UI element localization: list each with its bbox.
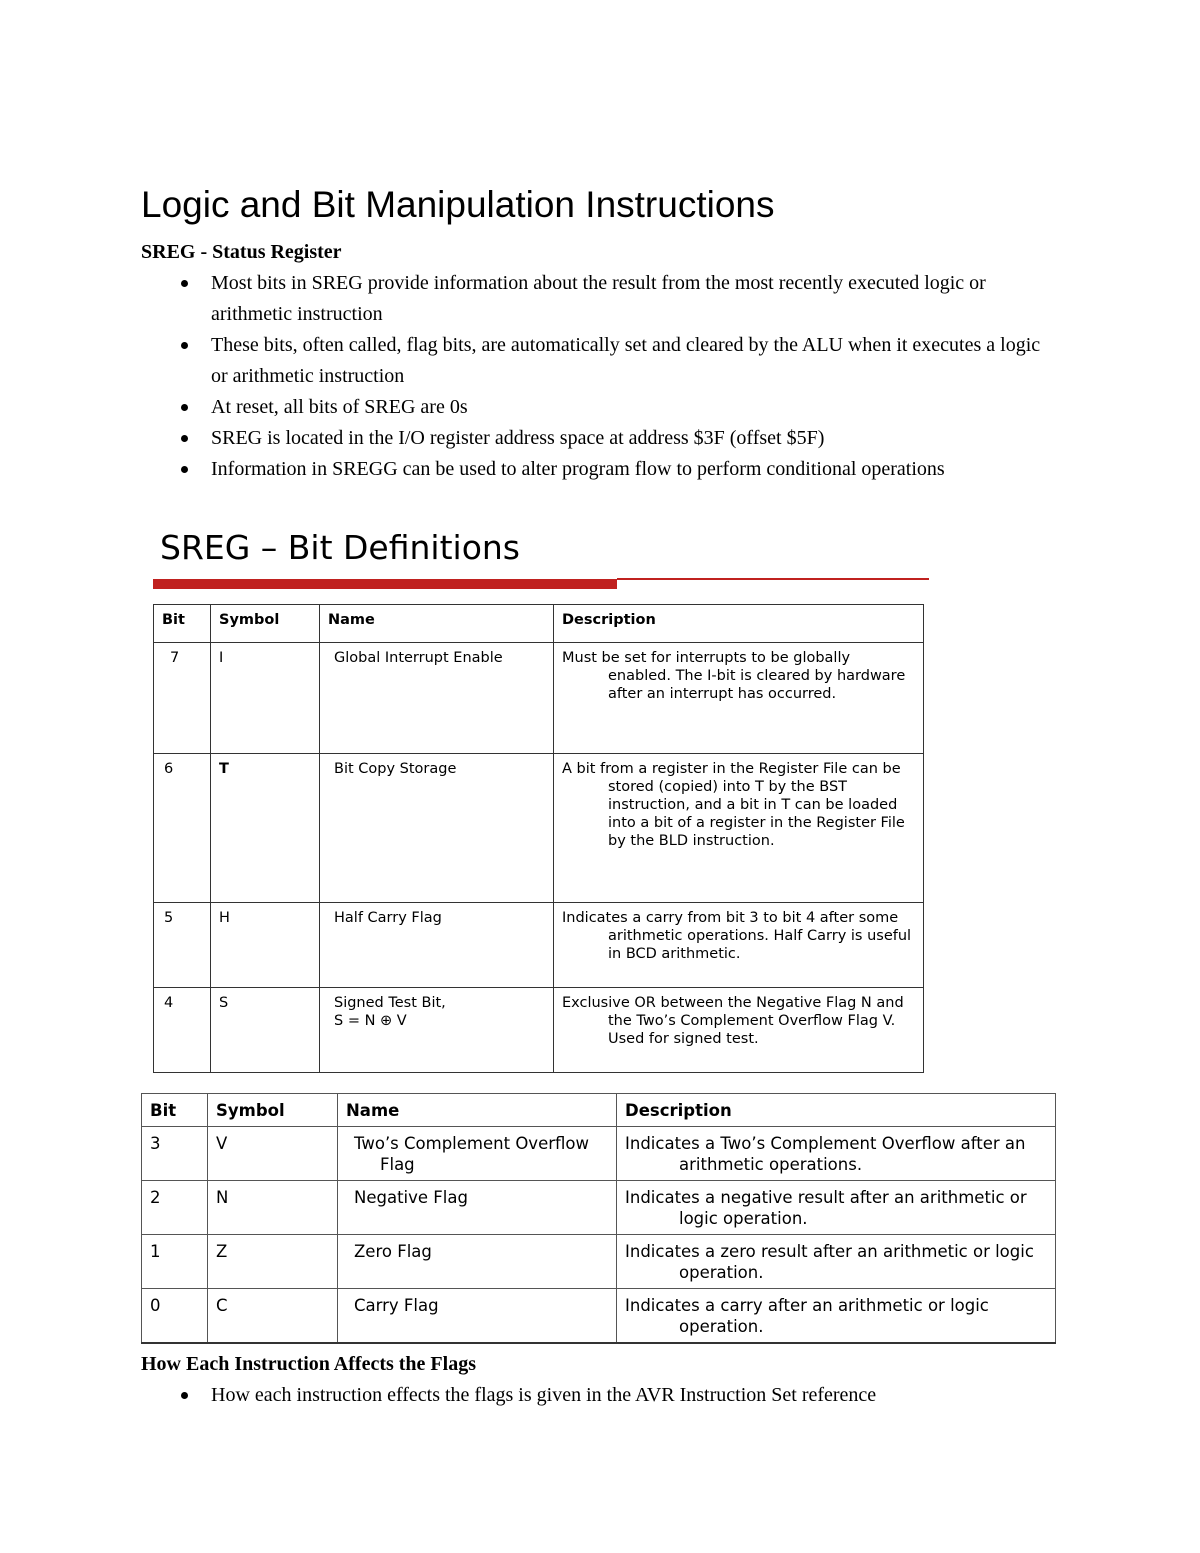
cell-bit: 7 — [154, 643, 211, 754]
cell-description: Exclusive OR between the Negative Flag N and the Two’s Complement Overflow Flag V. Used for signed test. — [554, 988, 924, 1073]
cell-symbol: T — [211, 754, 320, 903]
flags-bullet-list — [141, 1380, 1051, 1411]
bullet-item: These bits, often called, flag bits, are automatically set and cleared by the ALU when it executes a logic or arithmetic instruction — [141, 330, 1051, 392]
table-row — [142, 1289, 1056, 1344]
cell-description: Indicates a carry from bit 3 to bit 4 after some arithmetic operations. Half Carry is useful in BCD arithmetic. — [554, 903, 924, 988]
cell-symbol: Z — [208, 1235, 338, 1289]
bullet-icon — [181, 342, 188, 349]
cell-bit: 6 — [154, 754, 211, 903]
table-row — [154, 643, 924, 754]
cell-symbol: V — [208, 1127, 338, 1181]
page-title: Logic and Bit Manipulation Instructions — [141, 184, 775, 225]
cell-symbol: N — [208, 1181, 338, 1235]
cell-bit: 2 — [142, 1181, 208, 1235]
flags-section-heading: How Each Instruction Affects the Flags — [141, 1353, 476, 1375]
cell-symbol: H — [211, 903, 320, 988]
bullet-item: At reset, all bits of SREG are 0s — [141, 392, 1051, 423]
cell-description: Indicates a zero result after an arithmetic or logic operation. — [617, 1235, 1056, 1289]
header-bit: Bit — [154, 605, 211, 643]
table-row — [154, 754, 924, 903]
sreg-section-heading: SREG - Status Register — [141, 241, 342, 263]
cell-symbol: C — [208, 1289, 338, 1344]
bullet-icon — [181, 1392, 188, 1399]
header-symbol: Symbol — [211, 605, 320, 643]
bullet-icon — [181, 466, 188, 473]
cell-bit: 4 — [154, 988, 211, 1073]
table-row — [154, 988, 924, 1073]
table-row — [142, 1181, 1056, 1235]
table-header-row — [154, 605, 924, 643]
header-symbol: Symbol — [208, 1094, 338, 1127]
cell-description: Indicates a Two’s Complement Overflow after an arithmetic operations. — [617, 1127, 1056, 1181]
header-name: Name — [320, 605, 554, 643]
cell-symbol: I — [211, 643, 320, 754]
cell-bit: 5 — [154, 903, 211, 988]
cell-bit: 1 — [142, 1235, 208, 1289]
bit-definitions-title: SREG – Bit Definitions — [160, 528, 521, 567]
table-row — [142, 1127, 1056, 1181]
header-description: Description — [554, 605, 924, 643]
cell-name: Signed Test Bit, S = N ⊕ V — [320, 988, 554, 1073]
table-row — [142, 1235, 1056, 1289]
bullet-item: SREG is located in the I/O register address space at address $3F (offset $5F) — [141, 423, 1051, 454]
cell-description: Indicates a carry after an arithmetic or logic operation. — [617, 1289, 1056, 1344]
bullet-item: Information in SREGG can be used to alter program flow to perform conditional operations — [141, 454, 1051, 485]
cell-bit: 3 — [142, 1127, 208, 1181]
cell-name: Bit Copy Storage — [320, 754, 554, 903]
cell-name: Zero Flag — [338, 1235, 617, 1289]
bullet-icon — [181, 404, 188, 411]
bit-definitions-table-lower — [141, 1093, 1056, 1344]
sreg-bullet-list — [141, 268, 1051, 485]
cell-name: Two’s Complement Overflow Flag — [338, 1127, 617, 1181]
cell-name: Half Carry Flag — [320, 903, 554, 988]
cell-bit: 0 — [142, 1289, 208, 1344]
title-underline-thin — [617, 578, 929, 580]
cell-description: A bit from a register in the Register File can be stored (copied) into T by the BST instruction, and a bit in T can be loaded into a bit of a register in the Register File by the BLD instruction. — [554, 754, 924, 903]
cell-description: Must be set for interrupts to be globally enabled. The I-bit is cleared by hardware after an interrupt has occurred. — [554, 643, 924, 754]
cell-name: Global Interrupt Enable — [320, 643, 554, 754]
bullet-icon — [181, 435, 188, 442]
bullet-item: Most bits in SREG provide information about the result from the most recently executed logic or arithmetic instruction — [141, 268, 1051, 330]
header-bit: Bit — [142, 1094, 208, 1127]
cell-name: Negative Flag — [338, 1181, 617, 1235]
cell-description: Indicates a negative result after an arithmetic or logic operation. — [617, 1181, 1056, 1235]
header-name: Name — [338, 1094, 617, 1127]
cell-name: Carry Flag — [338, 1289, 617, 1344]
bullet-icon — [181, 280, 188, 287]
bit-definitions-table-upper — [153, 604, 924, 1073]
bullet-item: How each instruction effects the flags is given in the AVR Instruction Set reference — [141, 1380, 1051, 1411]
header-description: Description — [617, 1094, 1056, 1127]
cell-symbol: S — [211, 988, 320, 1073]
table-row — [154, 903, 924, 988]
title-underline-thick — [153, 579, 617, 589]
table-header-row — [142, 1094, 1056, 1127]
